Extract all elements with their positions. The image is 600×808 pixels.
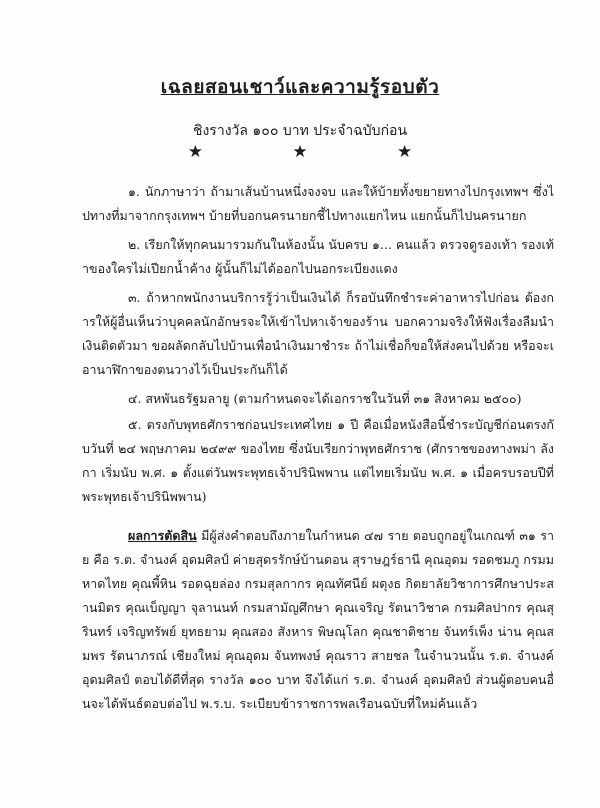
answer-4: ๔. สหพันธรัฐมลายู (ตามกำหนดจะได้เอกราชในวันที่ ๓๑ สิงหาคม ๒๕๐๐) [128, 391, 522, 406]
prize-subtitle: ชิงรางวัล ๑๐๐ บาท ประจำฉบับก่อน [192, 123, 408, 139]
answer-5: ๕. ตรงกับพุทธศักราชก่อนประเทศไทย ๑ ปี คือเมื่อหนังสือนี้ชำระบัญชีก่อนตรงกับวันที่ ๒๔ พฤษภาคม ๒๔๙๙ ของไทย ซึ่งนับเรียกว่าพุทธศักราช (ศักราชของทางพม่า ลังกา เริ่มนับ พ.ศ. ๑ ตั้งแต่วันพระพุทธเจ้าปรินิพพาน แต่ไทยเริ่มนับ พ.ศ. ๑ เมื่อครบรอบปีที่พระพุทธเจ้าปรินิพพาน) [82, 417, 554, 504]
star-divider: ★ ★ ★ [187, 142, 455, 162]
results-heading: ผลการตัดสิน [128, 528, 197, 543]
results-text: มีผู้ส่งคำตอบถึงภายในกำหนด ๔๗ ราย ตอบถูกอยู่ในเกณฑ์ ๓๑ ราย คือ ร.ต. จำนงค์ อุดมศิลป์ ค่ายสุดรรักษ์บ้านดอน สุราษฎร์ธานี คุณอุดม รอดชมภู กรมมหาดไทย คุณพี้หิน รอดฉุยล่อง กรมสุลกากร คุณทัศนีย์ ผดุงธ กิตยาลัยวิชาการศึกษาประสานมิตร คุณเบ็ญญา จุลานนท์ กรมสามัญศึกษา คุณเจริญ รัตนาวิชาค กรมศิลปากร คุณสุรินทร์ เจริญทรัพย์ ยุทธยาม คุณสอง สังหาร พิษณุโลก คุณชาติชาย จันทร์เพ็ง น่าน คุณสมพร รัตนาภรณ์ เชียงใหม่ คุณอุดม จันทพงษ์ คุณราว สายชล ในจำนวนนั้น ร.ต. จำนงค์ อุดมศิลป์ ตอบได้ดีที่สุด รางวัล ๑๐๐ บาท จึงได้แก่ ร.ต. จำนงค์ อุดมศิลป์ ส่วนผู้ตอบคนอื่นจะได้พันธ์ตอบต่อไป พ.ร.บ. ระเบียบข้าราชการพลเรือนฉบับที่ใหม่ค้นแล้ว [82, 528, 554, 711]
answer-2: ๒. เรียกให้ทุกคนมารวมกันในห้องนั้น นับครบ ๑... คนแล้ว ตรวจดูรองเท้า รองเท้าของใครไม่เปียกน้ำค้าง ผู้นั้นก็ไม่ได้ออกไปนอกระเบียงแดง [82, 237, 554, 276]
page-title: เฉลยสอนเชาว์และความรู้รอบตัว [160, 76, 440, 98]
answer-3: ๓. ถ้าหากพนักงานบริการรู้ว่าเป็นเงินได้ ก็รอบันทึกชำระค่าอาหารไปก่อน ต้องการให้ผู้อื่นเห็นว่าบุคคลนักอักษรจะให้เข้าไปหาเจ้าของร้าน บอกความจริงให้ฟังเรื่องลืมนำเงินติดตัวมา ขอผลัดกลับไปบ้านเพื่อนำเงินมาชำระ ถ้าไม่เชื่อก็ขอให้ส่งคนไปด้วย หรือจะเอานาฬิกาของตนวางไว้เป็นประกันก็ได้ [82, 290, 554, 377]
results-paragraph [82, 524, 554, 716]
answer-body [82, 180, 554, 721]
answer-1: ๑. นักภาษาว่า ถ้ามาเส้นบ้านหนึ่งจงจบ และให้บ้ายทั้งขยายทางไปกรุงเทพฯ ซึ่งไปทางที่มาจากกรุงเทพฯ บ้ายที่บอกนครนายกชี้ไปทางแยกไหน แยกนั้นก็ไปนครนายก [82, 184, 554, 223]
